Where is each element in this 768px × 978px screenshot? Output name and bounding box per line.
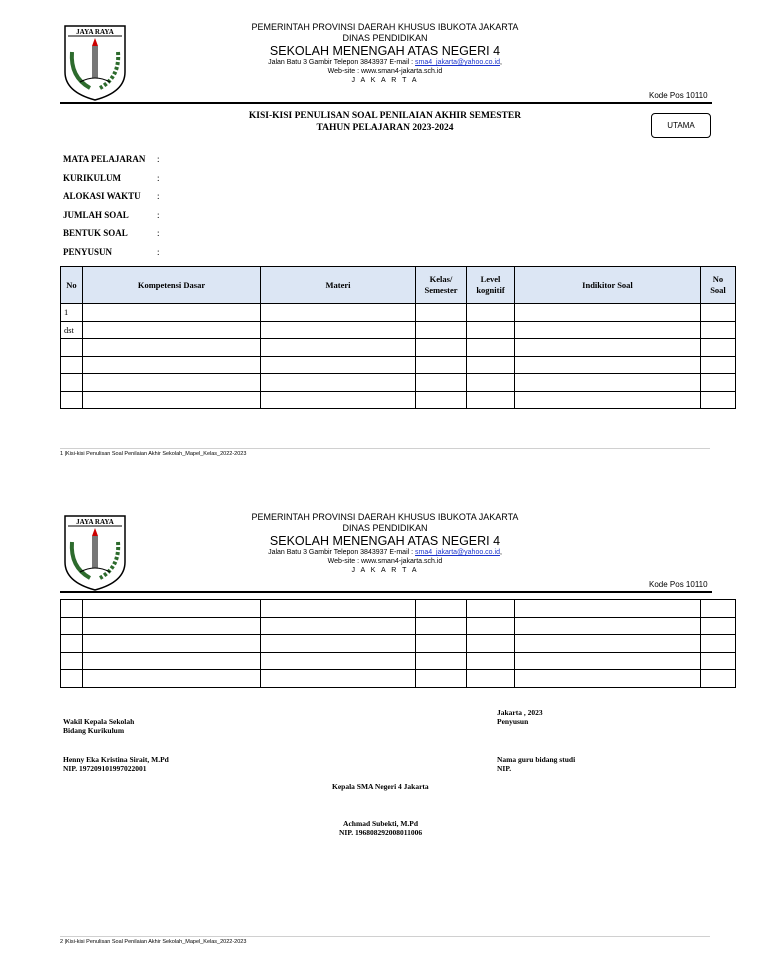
table-cell [467, 321, 515, 339]
table-cell [61, 356, 83, 374]
table-cell [515, 391, 701, 409]
title-line-2: TAHUN PELAJARAN 2023-2024 [316, 123, 454, 133]
table-body [61, 600, 736, 688]
col-header: Kelas/ Semester [416, 267, 467, 304]
footer-divider [60, 448, 710, 449]
crest-banner-text: JAYA RAYA [76, 518, 114, 526]
signature-wakasek: Wakil Kepala Sekolah Bidang Kurikulum [63, 717, 135, 735]
table-cell [467, 391, 515, 409]
table-cell [261, 391, 416, 409]
table-cell [83, 635, 261, 653]
table-cell [701, 321, 736, 339]
header-divider [60, 102, 712, 104]
table-cell [61, 617, 83, 635]
school-crest-logo [60, 22, 130, 102]
meta-row: PENYUSUN : [63, 247, 167, 266]
table-cell [61, 635, 83, 653]
table-cell [515, 635, 701, 653]
meta-label: MATA PELAJARAN [63, 154, 146, 164]
table-cell: dst [61, 321, 83, 339]
table-cell [416, 600, 467, 618]
table-cell [61, 391, 83, 409]
table-cell [416, 374, 467, 392]
kisi-kisi-table [60, 266, 736, 409]
header-divider [60, 591, 712, 593]
meta-row: JUMLAH SOAL : [63, 210, 167, 229]
page-2 [0, 490, 768, 978]
table-cell [83, 374, 261, 392]
table-cell [83, 339, 261, 357]
table-cell [416, 652, 467, 670]
table-cell: 1 [61, 304, 83, 322]
col-header: No Soal [701, 267, 736, 304]
agency-name: DINAS PENDIDIKAN [342, 523, 428, 533]
table-cell [416, 304, 467, 322]
footer-divider [60, 936, 710, 937]
table-cell [701, 339, 736, 357]
table-row [61, 391, 736, 409]
meta-label: JUMLAH SOAL [63, 209, 129, 220]
col-header: No [61, 267, 83, 304]
table-cell [261, 652, 416, 670]
meta-row: BENTUK SOAL : [63, 228, 167, 247]
meta-label: BENTUK SOAL [63, 228, 128, 238]
table-cell [515, 617, 701, 635]
table-cell [467, 635, 515, 653]
table-cell [416, 635, 467, 653]
table-cell [83, 391, 261, 409]
table-cell [61, 670, 83, 688]
table-cell [83, 321, 261, 339]
meta-row: ALOKASI WAKTU : [63, 191, 167, 210]
table-cell [515, 339, 701, 357]
page-footer: 2 |Kisi-kisi Penulisan Soal Penilaian Akhir Sekolah_Mapel_Kelas_2022-2023 [60, 939, 247, 945]
page-footer: 1 |Kisi-kisi Penulisan Soal Penilaian Akhir Sekolah_Mapel_Kelas_2022-2023 [60, 451, 247, 457]
table-cell [261, 374, 416, 392]
agency-name: DINAS PENDIDIKAN [342, 33, 428, 43]
col-header: Kompetensi Dasar [83, 267, 261, 304]
table-cell [467, 652, 515, 670]
table-cell [261, 304, 416, 322]
meta-fields [63, 154, 167, 265]
page-1 [0, 0, 768, 470]
col-header: Materi [261, 267, 416, 304]
table-row [61, 600, 736, 618]
utama-badge: UTAMA [651, 113, 711, 138]
city-name: J A K A R T A [351, 77, 419, 84]
table-cell [701, 374, 736, 392]
table-cell [416, 617, 467, 635]
table-cell [83, 304, 261, 322]
table-cell [261, 635, 416, 653]
table-cell [416, 356, 467, 374]
table-cell [416, 670, 467, 688]
table-cell [261, 617, 416, 635]
table-cell [416, 339, 467, 357]
table-row [61, 339, 736, 357]
table-cell [467, 304, 515, 322]
table-cell [61, 374, 83, 392]
table-row [61, 617, 736, 635]
table-cell [61, 600, 83, 618]
signature-kepala-name: Achmad Subekti, M.Pd NIP. 196808292008011006 [339, 819, 423, 837]
table-cell [61, 339, 83, 357]
table-body [61, 304, 736, 409]
table-cell [467, 356, 515, 374]
table-cell [515, 600, 701, 618]
table-cell [467, 374, 515, 392]
kisi-kisi-table-continued [60, 599, 736, 688]
signature-penyusun: Jakarta , 2023 Penyusun [497, 708, 543, 726]
table-cell [701, 635, 736, 653]
table-cell [83, 670, 261, 688]
table-cell [701, 356, 736, 374]
table-row [61, 356, 736, 374]
table-row [61, 374, 736, 392]
table-cell [515, 652, 701, 670]
table-cell [83, 356, 261, 374]
table-cell [467, 600, 515, 618]
school-name: SEKOLAH MENENGAH ATAS NEGERI 4 [269, 44, 501, 58]
letterhead [230, 512, 540, 575]
postal-code: Kode Pos 10110 [649, 580, 708, 589]
table-row [61, 321, 736, 339]
table-cell [467, 670, 515, 688]
meta-label: PENYUSUN [63, 246, 113, 257]
school-address: Jalan Batu 3 Gambir Telepon 3843937 E-mail : sma4_jakarta@yahoo.co.id, [268, 549, 502, 556]
table-row [61, 635, 736, 653]
table-cell [261, 339, 416, 357]
signature-kepala-role: Kepala SMA Negeri 4 Jakarta [332, 782, 429, 791]
email-link[interactable]: sma4_jakarta@yahoo.co.id [415, 59, 500, 66]
table-cell [416, 321, 467, 339]
table-cell [83, 652, 261, 670]
city-name: J A K A R T A [351, 567, 419, 574]
table-row [61, 304, 736, 322]
table-cell [515, 304, 701, 322]
school-address: Jalan Batu 3 Gambir Telepon 3843937 E-mail : sma4_jakarta@yahoo.co.id, [268, 59, 502, 66]
table-cell [515, 321, 701, 339]
school-website: Web-site : www.sman4-jakarta.sch.id [327, 558, 443, 565]
school-crest-logo [60, 512, 130, 592]
table-cell [515, 356, 701, 374]
table-cell [467, 339, 515, 357]
title-line-1: KISI-KISI PENULISAN SOAL PENILAIAN AKHIR SEMESTER [248, 111, 522, 121]
table-cell [61, 652, 83, 670]
table-cell [261, 670, 416, 688]
table-row [61, 670, 736, 688]
table-row [61, 652, 736, 670]
email-link[interactable]: sma4_jakarta@yahoo.co.id [415, 549, 500, 556]
gov-name: PEMERINTAH PROVINSI DAERAH KHUSUS IBUKOTA JAKARTA [251, 512, 519, 522]
table-cell [467, 617, 515, 635]
table-header-row [61, 267, 736, 304]
school-website: Web-site : www.sman4-jakarta.sch.id [327, 68, 443, 75]
meta-row: MATA PELAJARAN : [63, 154, 167, 173]
table-cell [701, 391, 736, 409]
letterhead [230, 22, 540, 85]
col-header: Level kognitif [467, 267, 515, 304]
col-header: Indikitor Soal [515, 267, 701, 304]
table-cell [701, 600, 736, 618]
document-title [180, 110, 590, 134]
postal-code: Kode Pos 10110 [649, 91, 708, 100]
crest-banner-text: JAYA RAYA [76, 28, 114, 36]
table-cell [701, 617, 736, 635]
table-cell [261, 321, 416, 339]
table-cell [261, 356, 416, 374]
school-name: SEKOLAH MENENGAH ATAS NEGERI 4 [269, 534, 501, 548]
meta-label: KURIKULUM [63, 172, 121, 183]
table-cell [83, 600, 261, 618]
table-cell [515, 374, 701, 392]
table-cell [701, 304, 736, 322]
table-cell [416, 391, 467, 409]
table-cell [83, 617, 261, 635]
table-cell [701, 670, 736, 688]
table-cell [261, 600, 416, 618]
meta-row: KURIKULUM : [63, 173, 167, 192]
table-cell [515, 670, 701, 688]
signature-penyusun-name: Nama guru bidang studi NIP. [497, 755, 576, 773]
gov-name: PEMERINTAH PROVINSI DAERAH KHUSUS IBUKOTA JAKARTA [251, 22, 519, 32]
table-cell [701, 652, 736, 670]
meta-label: ALOKASI WAKTU [63, 191, 141, 201]
signature-wakasek-name: Henny Eka Kristina Sirait, M.Pd NIP. 197209101997022001 [63, 755, 169, 773]
